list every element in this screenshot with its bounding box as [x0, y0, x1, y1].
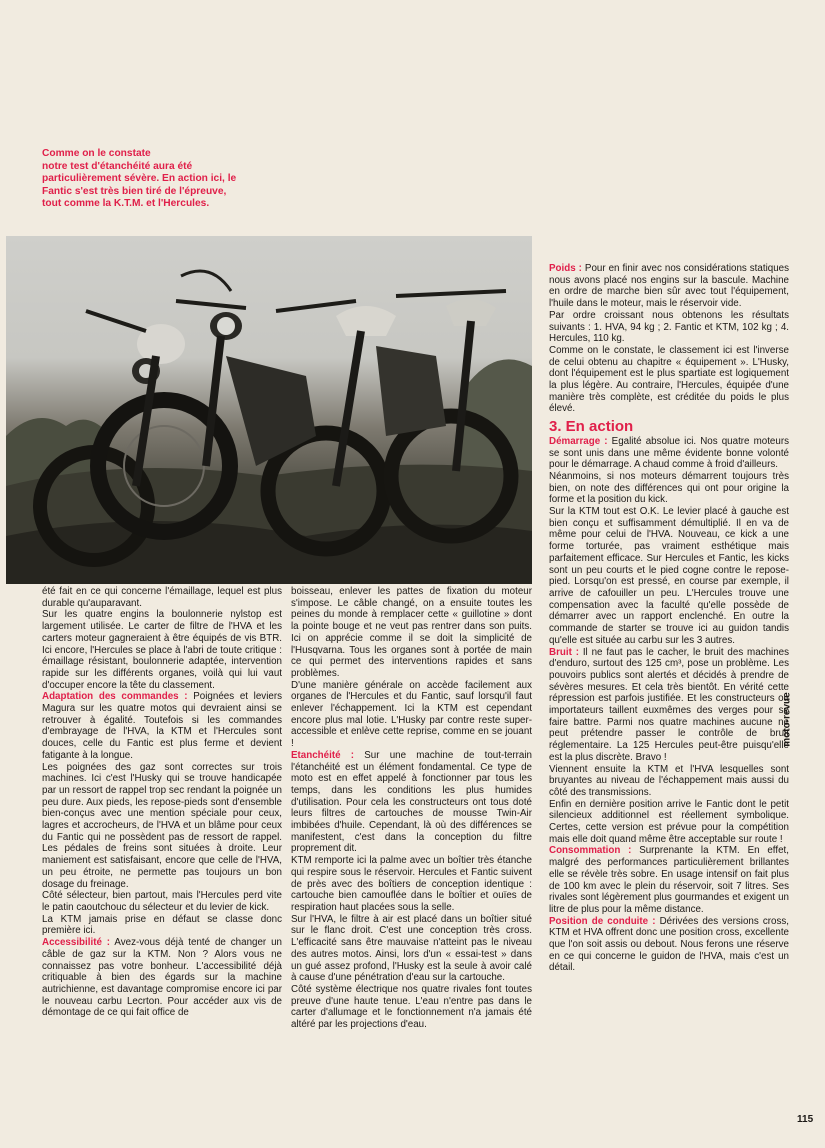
paragraph	[291, 855, 532, 914]
paragraph-text: Pour en finir avec nos considérations statiques nous avons placé nos engins sur la bascule. Machine en ordre de marche bien sûr avec tout l'équipement, l'huile dans le moteur, mais le réservoir vide.	[549, 263, 789, 310]
paragraph-heading: Adaptation des commandes :	[42, 691, 188, 703]
paragraph-text: Sur une machine de tout-terrain l'étanchéité est un élément fondamental. Ce type de moto est en effet appelé à fonctionner par tous les temps, dans les conditions les plus humides d'utilisation. Pour cela les constructeurs ont tous doté leurs filtres de cartouches de mousse Twin-Air imbibées d'huile. Cependant, là où des différences se manifestent, c'est dans la conception du filtre proprement dit.	[291, 749, 532, 855]
motorcycles-illustration	[6, 236, 532, 584]
text-column-1	[42, 586, 282, 1019]
caption-line: tout comme la K.T.M. et l'Hercules.	[42, 198, 210, 210]
paragraph-text: Sur l'HVA, le filtre à air est placé dans un boîtier situé sur le flanc droit. C'est une conception très cross. L'efficacité sans être mauvaise n'atteint pas le niveau des autres motos. Ainsi, lors d'un « essai-test » dans un gué assez profond, l'Husky est la seule à avoir calé à cause d'une pénétration d'eau sur la cartouche.	[291, 913, 532, 984]
paragraph-text: Poignées et leviers Magura sur les quatre motos qui devraient ainsi se retrouver à égalité. Toutefois si les commandes d'embrayage de l'HVA, la KTM et l'Hercules sont douces, celle du Fantic est plus ferme et devient fatigante à la longue.	[42, 691, 282, 761]
text-column-3	[549, 263, 789, 974]
paragraph-heading: Etanchéité :	[291, 749, 355, 761]
paragraph	[291, 750, 532, 855]
paragraph-text: Avez-vous déjà tenté de changer un câble de gaz sur la KTM. Non ? Alors vous ne connaissez pas votre bonheur. L'accessibilité déjà critiquable à bien des égards sur la machine autrichienne, est davantage compromise encore ici par le nouveau carbu Lecrton. Pour accéder aux vis de démontage de ce qui fait office de	[42, 937, 282, 1019]
paragraph-text: Sur les quatre engins la boulonnerie nylstop est largement utilisée. Le carter de filtre de l'HVA et les carters moteur gagneraient à être équipés de vis BTR. Ici encore, l'Hercules se place à l'abri de toute critique : émaillage résistant, boulonnerie adaptée, intervention rapide sur les différents organes, voilà qui lui vaut d'occuper encore la tête du classement.	[42, 609, 282, 691]
paragraph-text: été fait en ce qui concerne l'émaillage, lequel est plus durable qu'auparavant.	[42, 586, 282, 609]
page-number: 115	[797, 1114, 814, 1125]
paragraph-text: Surprenante la KTM. En effet, malgré des performances particulièrement brillantes elle se révèle très sobre. En usage intensif on fait plus de 100 km avec le plein du réservoir, soit 7 litres. Ses rivales sont légèrement plus gourmandes et exigent un litre de plus pour la même distance.	[549, 845, 789, 915]
paragraph	[291, 984, 532, 1031]
paragraph	[549, 916, 789, 975]
paragraph-text: Par ordre croissant nous obtenons les résultats suivants : 1. HVA, 94 kg ; 2. Fantic et KTM, 102 kg ; 4. Hercules, 110 kg.	[549, 309, 789, 345]
paragraph	[42, 762, 282, 891]
paragraph-text: Néanmoins, si nos moteurs démarrent toujours très bien, on note des différences qui ont pour origine la forme et la position du kick.	[549, 470, 789, 506]
paragraph-text: Les poignées des gaz sont correctes sur trois machines. Ici c'est l'Husky qui se trouve handicapée par un ressort de rappel trop sec rendant la poignée un peu dure. Aux pieds, les repose-pieds sont d'ensemble bien-conçus avec une mention spéciale pour ceux, lagres et accrocheurs, de l'HVA et un blâme pour ceux du Fantic qui ne possèdent pas de ressort de rappel. Les pédales de freins sont situées à droite. Leur maniement est satisfaisant, encore que celle de l'HVA, un peu étroite, ne permette pas toujours un bon dosage du freinage.	[42, 761, 282, 890]
paragraph	[549, 345, 789, 415]
paragraph	[549, 506, 789, 646]
paragraph	[549, 799, 789, 846]
paragraph	[549, 471, 789, 506]
paragraph	[42, 914, 282, 937]
paragraph-text: Côté système électrique nos quatre rivales font toutes preuve d'une haute tenue. L'eau n'entre pas dans le carter d'allumage et le fonctionnement n'a jamais été altéré par les projections d'eau.	[291, 983, 532, 1031]
paragraph	[291, 914, 532, 984]
paragraph	[42, 937, 282, 1019]
paragraph-text: KTM remporte ici la palme avec un boîtier très étanche qui respire sous le réservoir. Hercules et Fantic suivent de près avec des boîtiers de conception identique : cartouche bien camouflée dans le boîtier et ouïes de respiration haut placées sous la selle.	[291, 855, 532, 913]
caption-line: Comme on le constate	[42, 148, 151, 159]
caption-line: particulièrement sévère. En action ici, le	[42, 173, 237, 185]
photo-caption	[42, 148, 282, 211]
paragraph	[549, 764, 789, 799]
section-title: 3. En action	[549, 418, 634, 436]
motorcycles-photo	[6, 236, 532, 584]
paragraph-text: Viennent ensuite la KTM et l'HVA lesquelles sont bruyantes au niveau de l'échappement mais aussi du côté des transmissions.	[549, 763, 789, 798]
paragraph	[291, 680, 532, 750]
paragraph-text: Comme on le constate, le classement ici est l'inverse de celui obtenu au chapitre « équipement ». L'Husky, dont l'équipement est le plus spartiate est logiquement la plus légère. Au contraire, l'Hercules, équipée d'une manière très complète, est créditée du poids le plus élevé.	[549, 344, 789, 415]
paragraph	[291, 586, 532, 680]
paragraph-text: Dérivées des versions cross, KTM et HVA offrent donc une position cross, excellente que l'on soit assis ou debout. Nous ferons une réserve en ce qui concerne le guidon de l'HVA, mais c'est un détail.	[549, 915, 789, 974]
paragraph-heading: Bruit :	[549, 646, 579, 658]
paragraph	[549, 845, 789, 915]
paragraph-heading: Consommation :	[549, 845, 632, 857]
paragraph	[42, 586, 282, 609]
magazine-sidebar	[781, 680, 824, 760]
paragraph	[42, 890, 282, 913]
paragraph	[549, 436, 789, 471]
paragraph-text: Il ne faut pas le cacher, le bruit des machines d'enduro, surtout des 125 cm³, pose un problème. Les pouvoirs publics sont alertés et décidés à prendre de sévères mesures. Et cela très bientôt. En vérité cette répression est parfois justifiée. Et les constructeurs ou importateurs taillent euxmêmes des verges pour se faire battre. Parmi nos quatre machines aucune ne peut prétendre passer le contrôle de bruit réglementaire. La 125 Hercules peut-être puisqu'elle est la plus discrète. Bravo !	[549, 646, 789, 763]
paragraph	[549, 310, 789, 345]
paragraph-text: boisseau, enlever les pattes de fixation du moteur s'impose. Le câble changé, on a ensuite toutes les peines du monde à remplacer cette « guillotine » dont la pointe bouge et ne veut pas rentrer dans son puits. Ici on apprécie comme il se doit la simplicité de l'Husqvarna. Tous les organes sont à portée de main ce qui permet des interventions rapides et sans problèmes.	[291, 586, 532, 679]
paragraph	[549, 647, 789, 764]
paragraph	[42, 609, 282, 691]
paragraph-heading: Poids :	[549, 263, 582, 274]
paragraph	[549, 263, 789, 310]
paragraph-text: Sur la KTM tout est O.K. Le levier placé à gauche est bien conçu et suffisamment démultiplié. Il en va de même pour celui de l'HVA. Nouveau, ce kick a une forme torturée, pas vraiment esthétique mais parfaitement efficace. Sur Hercules et Fantic, les kicks sont un peu courts et le pied cogne contre le repose-pied. Lorsqu'on est pressé, en course par exemple, il arrive de cafouiller un peu. L'Hercules trouve une compensation avec la faculté qu'elle possède de démarrer avec un rapport enclenché. En outre la commande de starter se trouve ici au guidon tandis qu'elle est située au carbu sur les 3 autres.	[549, 506, 789, 646]
paragraph-heading: Position de conduite :	[549, 915, 656, 927]
paragraph	[42, 691, 282, 761]
paragraph-text: Côté sélecteur, bien partout, mais l'Hercules perd vite le patin caoutchouc du sélecteur et du levier de kick.	[42, 890, 282, 913]
paragraph-heading: Accessibilité :	[42, 937, 111, 949]
paragraph-heading: Démarrage :	[549, 435, 608, 447]
paragraph-text: D'une manière générale on accède facilement aux organes de l'Hercules et du Fantic, sauf lorsqu'il faut enlever l'échappement. Ici la KTM est cependant encore plus mal lotie. L'Husky par contre reste super-accessible et enlève cette reprise, comme en se jouant !	[291, 679, 532, 750]
caption-line: Fantic s'est très bien tiré de l'épreuve,	[42, 185, 227, 197]
caption-line: notre test d'étanchéité aura été	[42, 160, 193, 172]
magazine-name: moto-revue	[781, 692, 793, 747]
text-column-2	[291, 586, 532, 1031]
paragraph-text: Egalité absolue ici. Nos quatre moteurs se sont unis dans une même évidente bonne volonté pour le démarrage. A chaud comme à froid d'ailleurs.	[549, 435, 789, 471]
paragraph-text: La KTM jamais prise en défaut se classe donc première ici.	[42, 913, 282, 937]
paragraph-text: Enfin en dernière position arrive le Fantic dont le petit silencieux additionnel est réellement symbolique. Certes, cette version est prévue pour la compétition mais elle doit quand même être acceptable sur route !	[549, 798, 789, 845]
